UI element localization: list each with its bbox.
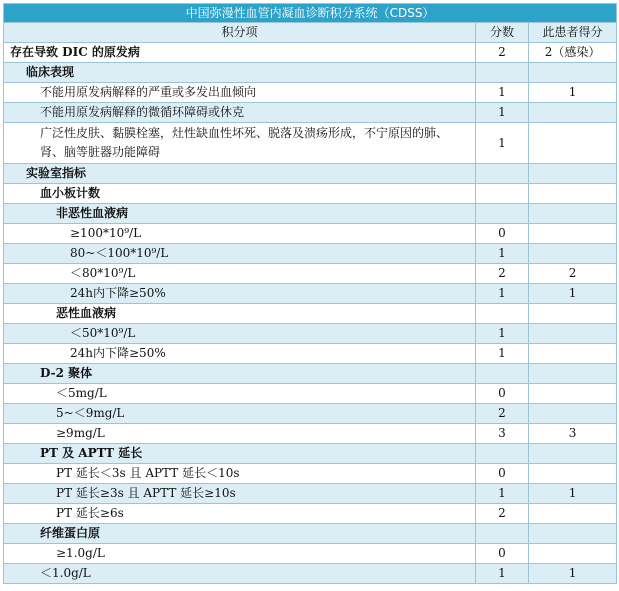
row-label: ≥100*10⁹/L bbox=[4, 224, 476, 244]
row-score: 1 bbox=[476, 484, 529, 504]
table-row bbox=[4, 564, 617, 584]
row-label: PT 及 APTT 延长 bbox=[4, 444, 476, 464]
cdss-score-table bbox=[3, 3, 617, 584]
table-row bbox=[4, 103, 617, 123]
header-score: 分数 bbox=[476, 23, 529, 43]
row-score: 0 bbox=[476, 224, 529, 244]
row-patient-score bbox=[529, 444, 617, 464]
row-score: 2 bbox=[476, 43, 529, 63]
row-label: 不能用原发病解释的严重或多发出血倾向 bbox=[4, 83, 476, 103]
row-score: 1 bbox=[476, 564, 529, 584]
row-patient-score: 1 bbox=[529, 284, 617, 304]
table-row bbox=[4, 464, 617, 484]
row-label: 纤维蛋白原 bbox=[4, 524, 476, 544]
header-row bbox=[4, 23, 617, 43]
table-row bbox=[4, 123, 617, 164]
row-label: ＜50*10⁹/L bbox=[4, 324, 476, 344]
row-label: 广泛性皮肤、黏膜栓塞，灶性缺血性坏死、脱落及溃疡形成，不宁原因的肺、肾、脑等脏器功能障碍 bbox=[4, 123, 476, 164]
row-patient-score bbox=[529, 204, 617, 224]
table-row bbox=[4, 284, 617, 304]
table-row bbox=[4, 304, 617, 324]
row-patient-score bbox=[529, 304, 617, 324]
row-label: 不能用原发病解释的微循环障碍或休克 bbox=[4, 103, 476, 123]
row-score bbox=[476, 304, 529, 324]
row-score: 0 bbox=[476, 384, 529, 404]
row-score: 1 bbox=[476, 83, 529, 103]
row-score: 1 bbox=[476, 284, 529, 304]
row-score bbox=[476, 204, 529, 224]
row-patient-score bbox=[529, 324, 617, 344]
table-row bbox=[4, 244, 617, 264]
row-score bbox=[476, 364, 529, 384]
table-row bbox=[4, 524, 617, 544]
row-score: 1 bbox=[476, 103, 529, 123]
table-row bbox=[4, 164, 617, 184]
row-label: PT 延长＜3s 且 APTT 延长＜10s bbox=[4, 464, 476, 484]
row-score bbox=[476, 524, 529, 544]
row-patient-score: 2（感染） bbox=[529, 43, 617, 63]
row-label: ＜80*10⁹/L bbox=[4, 264, 476, 284]
row-patient-score bbox=[529, 123, 617, 164]
table-row bbox=[4, 364, 617, 384]
row-patient-score: 1 bbox=[529, 484, 617, 504]
row-score: 1 bbox=[476, 324, 529, 344]
table-row bbox=[4, 404, 617, 424]
row-label: 恶性血液病 bbox=[4, 304, 476, 324]
row-label: PT 延长≥3s 且 APTT 延长≥10s bbox=[4, 484, 476, 504]
table-row bbox=[4, 504, 617, 524]
row-label: 存在导致 DIC 的原发病 bbox=[4, 43, 476, 63]
row-patient-score bbox=[529, 184, 617, 204]
row-label: 血小板计数 bbox=[4, 184, 476, 204]
row-patient-score bbox=[529, 63, 617, 83]
row-patient-score bbox=[529, 384, 617, 404]
table-row bbox=[4, 424, 617, 444]
row-label: ＜1.0g/L bbox=[4, 564, 476, 584]
row-patient-score bbox=[529, 103, 617, 123]
row-label: ≥9mg/L bbox=[4, 424, 476, 444]
row-label: 24h内下降≥50% bbox=[4, 284, 476, 304]
row-score bbox=[476, 63, 529, 83]
row-label: PT 延长≥6s bbox=[4, 504, 476, 524]
row-score: 1 bbox=[476, 123, 529, 164]
table-row bbox=[4, 384, 617, 404]
table-row bbox=[4, 204, 617, 224]
row-score bbox=[476, 444, 529, 464]
row-score: 2 bbox=[476, 264, 529, 284]
row-score: 1 bbox=[476, 244, 529, 264]
row-label: 80~＜100*10⁹/L bbox=[4, 244, 476, 264]
row-patient-score: 3 bbox=[529, 424, 617, 444]
table-row bbox=[4, 224, 617, 244]
table-row bbox=[4, 83, 617, 103]
row-score: 0 bbox=[476, 544, 529, 564]
row-label: 5~＜9mg/L bbox=[4, 404, 476, 424]
table-row bbox=[4, 324, 617, 344]
row-label: ≥1.0g/L bbox=[4, 544, 476, 564]
row-score: 2 bbox=[476, 404, 529, 424]
row-score: 3 bbox=[476, 424, 529, 444]
row-patient-score bbox=[529, 244, 617, 264]
row-label: D-2 聚体 bbox=[4, 364, 476, 384]
table-title: 中国弥漫性血管内凝血诊断积分系统（CDSS） bbox=[4, 4, 617, 23]
row-patient-score bbox=[529, 164, 617, 184]
table-row bbox=[4, 544, 617, 564]
row-patient-score bbox=[529, 364, 617, 384]
table-row bbox=[4, 344, 617, 364]
row-patient-score: 1 bbox=[529, 83, 617, 103]
header-item: 积分项 bbox=[4, 23, 476, 43]
row-score bbox=[476, 184, 529, 204]
row-patient-score bbox=[529, 544, 617, 564]
table-row bbox=[4, 444, 617, 464]
row-patient-score: 1 bbox=[529, 564, 617, 584]
row-patient-score bbox=[529, 224, 617, 244]
header-patient: 此患者得分 bbox=[529, 23, 617, 43]
row-label: 实验室指标 bbox=[4, 164, 476, 184]
row-label: 临床表现 bbox=[4, 63, 476, 83]
row-patient-score bbox=[529, 524, 617, 544]
row-patient-score: 2 bbox=[529, 264, 617, 284]
table-row bbox=[4, 184, 617, 204]
row-patient-score bbox=[529, 344, 617, 364]
row-score: 1 bbox=[476, 344, 529, 364]
table-row bbox=[4, 63, 617, 83]
row-score: 0 bbox=[476, 464, 529, 484]
row-label: ＜5mg/L bbox=[4, 384, 476, 404]
table-row bbox=[4, 43, 617, 63]
row-patient-score bbox=[529, 464, 617, 484]
row-score bbox=[476, 164, 529, 184]
row-label: 非恶性血液病 bbox=[4, 204, 476, 224]
table-row bbox=[4, 484, 617, 504]
title-row bbox=[4, 4, 617, 23]
row-score: 2 bbox=[476, 504, 529, 524]
row-patient-score bbox=[529, 504, 617, 524]
row-label: 24h内下降≥50% bbox=[4, 344, 476, 364]
row-patient-score bbox=[529, 404, 617, 424]
table-row bbox=[4, 264, 617, 284]
